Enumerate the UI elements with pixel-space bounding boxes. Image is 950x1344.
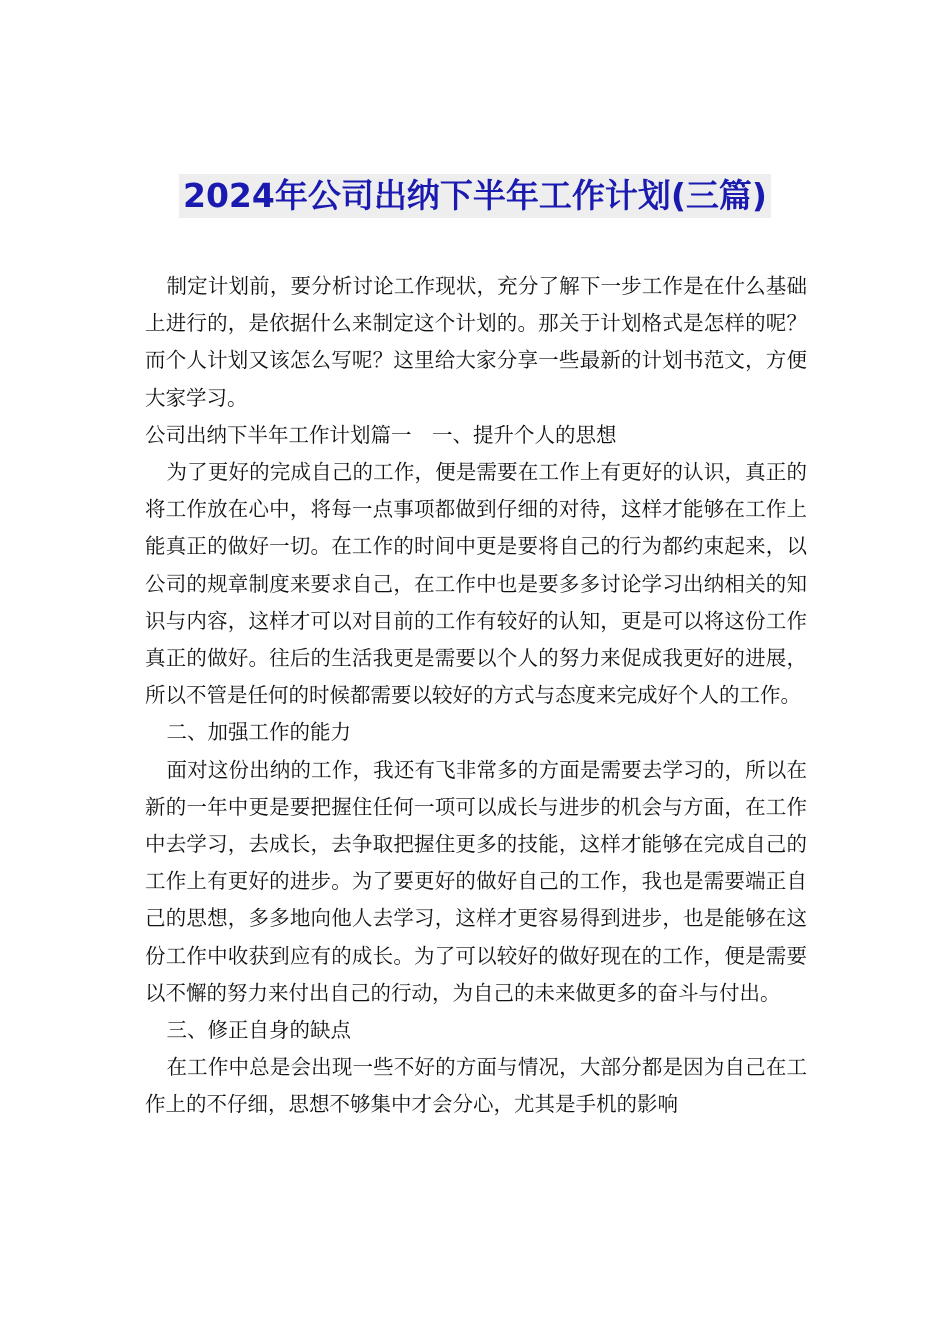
document-body bbox=[145, 268, 807, 1124]
document-title: 2024年公司出纳下半年工作计划(三篇) bbox=[179, 174, 771, 218]
intro-paragraph: 制定计划前，要分析讨论工作现状，充分了解下一步工作是在什么基础上进行的，是依据什么来制定这个计划的。那关于计划格式是怎样的呢？而个人计划又该怎么写呢？这里给大家分享一些最新的计划书范文，方便大家学习。 bbox=[145, 274, 807, 410]
body-paragraph-1: 为了更好的完成自己的工作，便是需要在工作上有更好的认识，真正的将工作放在心中，将每一点事项都做到仔细的对待，这样才能够在工作上能真正的做好一切。在工作的时间中更是要将自己的行为都约束起来，以公司的规章制度来要求自己，在工作中也是要多多讨论学习出纳相关的知识与内容，这样才可以对目前的工作有较好的认知，更是可以将这份工作真正的做好。往后的生活我更是需要以个人的努力来促成我更好的进展，所以不管是任何的时候都需要以较好的方式与态度来完成好个人的工作。 bbox=[145, 460, 807, 708]
section-heading-1: 公司出纳下半年工作计划篇一 一、提升个人的思想 bbox=[145, 422, 617, 447]
body-paragraph-2: 面对这份出纳的工作，我还有飞非常多的方面是需要去学习的，所以在新的一年中更是要把握住任何一项可以成长与进步的机会与方面，在工作中去学习，去成长，去争取把握住更多的技能，这样才能够在完成自己的工作上有更好的进步。为了要更好的做好自己的工作，我也是需要端正自己的思想，多多地向他人去学习，这样才更容易得到进步，也是能够在这份工作中收获到应有的成长。为了可以较好的做好现在的工作，便是需要以不懈的努力来付出自己的行动，为自己的未来做更多的奋斗与付出。 bbox=[145, 757, 807, 1005]
section-heading-3: 三、修正自身的缺点 bbox=[166, 1018, 352, 1043]
section-heading-2: 二、加强工作的能力 bbox=[166, 720, 352, 745]
body-paragraph-3: 在工作中总是会出现一些不好的方面与情况，大部分都是因为自己在工作上的不仔细，思想不够集中才会分心，尤其是手机的影响 bbox=[145, 1055, 807, 1117]
title-container bbox=[0, 174, 950, 218]
